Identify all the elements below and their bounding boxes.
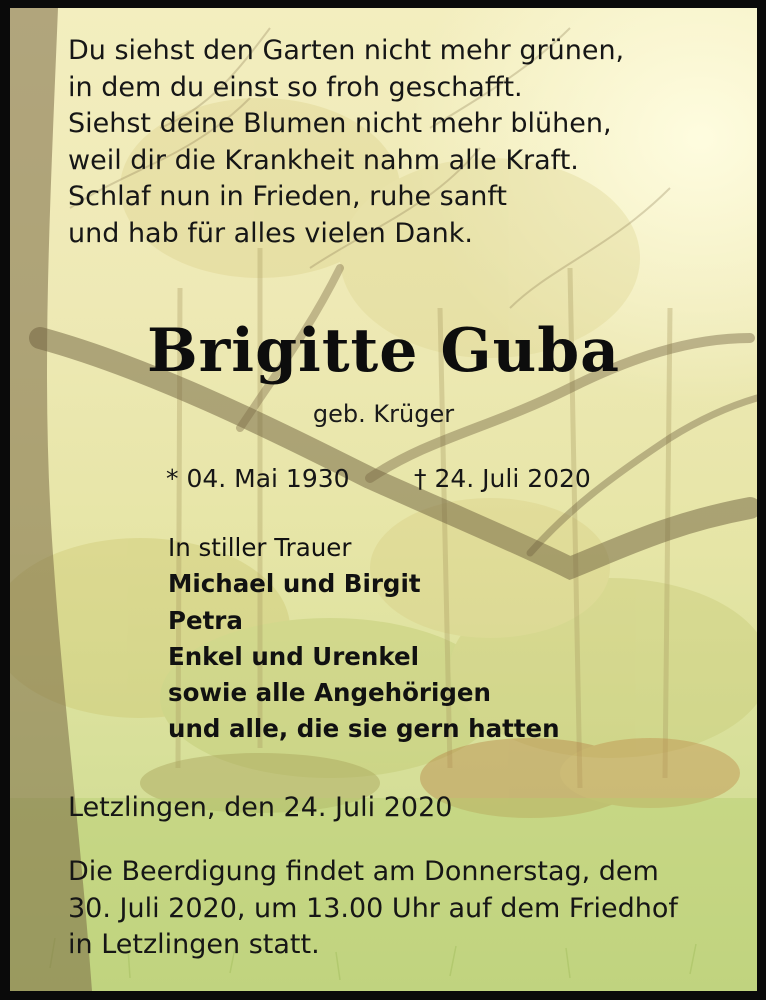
maiden-name: geb. Krüger — [312, 400, 455, 428]
mourner-name: und alle, die sie gern hatten — [168, 714, 560, 744]
poem-line: Schlaf nun in Frieden, ruhe sanft — [68, 181, 508, 213]
deceased-name: Brigitte Guba — [146, 316, 621, 386]
mourner-name: Petra — [168, 605, 243, 635]
poem-line: weil dir die Krankheit nahm alle Kraft. — [68, 144, 579, 176]
mourner-name: sowie alle Angehörigen — [168, 678, 491, 708]
poem-line: und hab für alles vielen Dank. — [68, 217, 473, 249]
funeral-notice — [68, 854, 678, 964]
funeral-line: Die Beerdigung findet am Donnerstag, dem — [68, 856, 659, 887]
birth-date: * 04. Mai 1930 — [166, 464, 350, 493]
obituary-card — [10, 8, 757, 991]
mourners-intro: In stiller Trauer — [168, 533, 352, 562]
mourner-name: Michael und Birgit — [168, 569, 421, 599]
death-date: † 24. Juli 2020 — [414, 464, 591, 493]
poem-line: Siehst deine Blumen nicht mehr blühen, — [68, 108, 612, 140]
funeral-line: 30. Juli 2020, um 13.00 Uhr auf dem Friedhof — [68, 892, 678, 924]
funeral-line: in Letzlingen statt. — [68, 929, 320, 961]
poem-line: Du siehst den Garten nicht mehr grünen, — [68, 35, 625, 66]
place-and-date: Letzlingen, den 24. Juli 2020 — [68, 792, 453, 823]
mourners-list — [168, 530, 560, 748]
mourner-name: Enkel und Urenkel — [168, 641, 419, 671]
memorial-poem — [68, 33, 624, 253]
poem-line: in dem du einst so froh geschafft. — [68, 71, 523, 103]
